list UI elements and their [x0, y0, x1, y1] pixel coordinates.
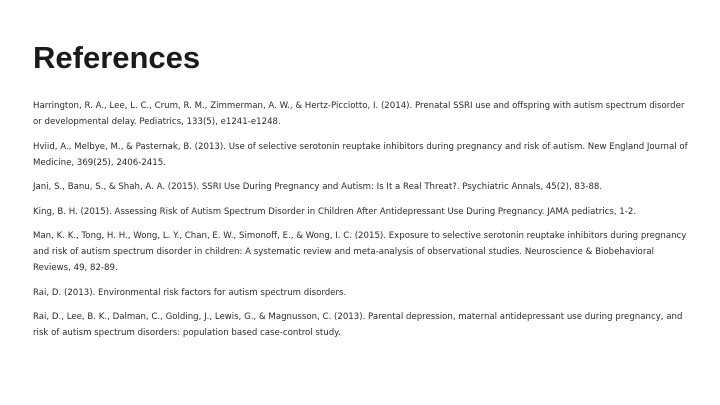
- reference-item: King, B. H. (2015). Assessing Risk of Autism Spectrum Disorder in Children After Antidepressant Use During Pregnancy. JAMA pediatrics, 1-2.: [33, 206, 637, 217]
- reference-item: Rai, D. (2013). Environmental risk factors for autism spectrum disorders.: [33, 287, 347, 298]
- reference-list: [33, 98, 693, 350]
- reference-item: Rai, D., Lee, B. K., Dalman, C., Golding, J., Lewis, G., & Magnusson, C. (2013). Parental depression, maternal antidepressant use during pregnancy, and risk of autism spectrum disorders: population based case-control study.: [33, 312, 683, 338]
- reference-item: Hviid, A., Melbye, M., & Pasternak, B. (2013). Use of selective serotonin reuptake inhibitors during pregnancy and risk of autism. New England Journal of Medicine, 369(25), 2406-2415.: [33, 141, 688, 168]
- reference-item: Jani, S., Banu, S., & Shah, A. A. (2015). SSRI Use During Pregnancy and Autism: Is It a Real Threat?. Psychiatric Annals, 45(2), 83-88.: [33, 182, 603, 192]
- reference-item: Harrington, R. A., Lee, L. C., Crum, R. M., Zimmerman, A. W., & Hertz-Picciotto, I. (2014). Prenatal SSRI use and offspring with autism spectrum disorder or developmental delay. Pediatrics, 133(5), e1241-e1248.: [33, 101, 685, 127]
- reference-item: Man, K. K., Tong, H. H., Wong, L. Y., Chan, E. W., Simonoff, E., & Wong, I. C. (2015). Exposure to selective serotonin reuptake inhibitors during pregnancy and risk of autism spectrum disorder in children: A systematic review and meta-analysis of observational studies. Neuroscience & Biobehavioral Reviews, 49, 82-89.: [33, 231, 687, 273]
- page-title: References: [33, 40, 201, 75]
